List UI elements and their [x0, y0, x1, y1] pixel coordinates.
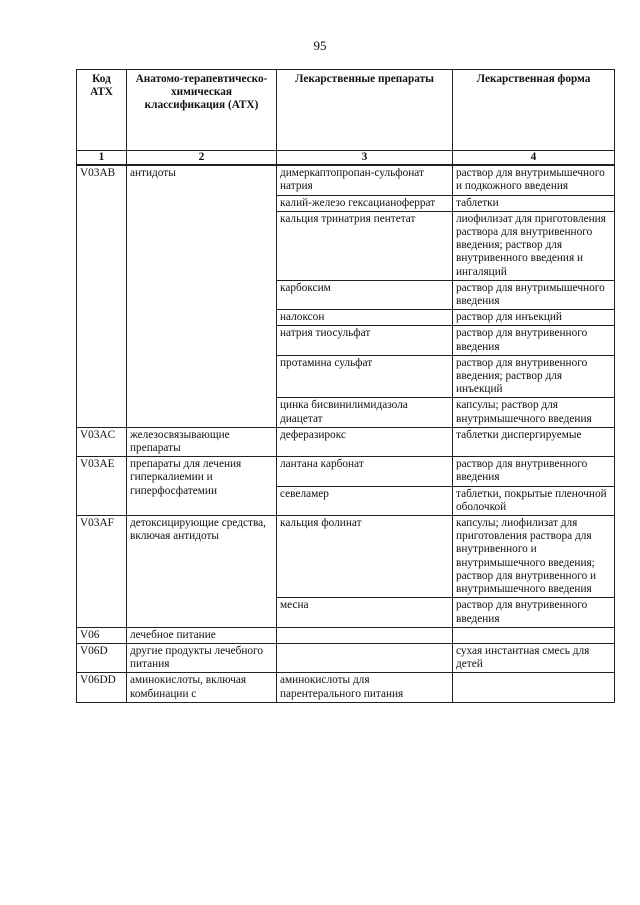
drug-name: кальция фолинат — [277, 516, 453, 598]
drug-name: лантана карбонат — [277, 457, 453, 486]
table-row — [77, 516, 615, 598]
dosage-form: раствор для внутривенного введения — [453, 598, 615, 627]
dosage-form: капсулы; раствор для внутримышечного введения — [453, 398, 615, 427]
atx-code: V03AE — [77, 457, 127, 516]
header-form: Лекарственная форма — [453, 70, 615, 151]
atx-code: V06DD — [77, 673, 127, 702]
atx-group-name: железосвязывающие препараты — [127, 427, 277, 456]
column-number: 4 — [453, 151, 615, 166]
dosage-form: сухая инстантная смесь для детей — [453, 643, 615, 672]
column-number: 1 — [77, 151, 127, 166]
table-row — [77, 643, 615, 672]
drug-name: налоксон — [277, 310, 453, 326]
table-row — [77, 673, 615, 702]
dosage-form — [453, 627, 615, 643]
atx-code: V03AB — [77, 165, 127, 427]
dosage-form — [453, 673, 615, 702]
dosage-form: раствор для внутривенного введения; раствор для инъекций — [453, 355, 615, 398]
header-code: Код АТХ — [77, 70, 127, 151]
drug-name: цинка бисвинилимидазола диацетат — [277, 398, 453, 427]
column-number-row — [77, 151, 615, 166]
atx-group-name: препараты для лечения гиперкалиемии и гиперфосфатемии — [127, 457, 277, 516]
dosage-form: раствор для инъекций — [453, 310, 615, 326]
dosage-form: таблетки, покрытые пленочной оболочкой — [453, 486, 615, 515]
column-number: 3 — [277, 151, 453, 166]
drug-name: месна — [277, 598, 453, 627]
drug-name: протамина сульфат — [277, 355, 453, 398]
atx-table — [76, 69, 615, 703]
column-number: 2 — [127, 151, 277, 166]
dosage-form: капсулы; лиофилизат для приготовления раствора для внутривенного и внутримышечного введения; раствор для внутривенного и внутримышечного введения — [453, 516, 615, 598]
dosage-form: раствор для внутривенного введения — [453, 457, 615, 486]
table-row — [77, 457, 615, 486]
drug-name: аминокислоты для парентерального питания — [277, 673, 453, 702]
table-body — [77, 165, 615, 702]
dosage-form: раствор для внутривенного введения — [453, 326, 615, 355]
atx-code: V03AC — [77, 427, 127, 456]
drug-name: кальция тринатрия пентетат — [277, 211, 453, 280]
drug-name — [277, 643, 453, 672]
dosage-form: раствор для внутримышечного и подкожного введения — [453, 165, 615, 195]
atx-group-name: лечебное питание — [127, 627, 277, 643]
table-header-row — [77, 70, 615, 151]
drug-name: натрия тиосульфат — [277, 326, 453, 355]
dosage-form: раствор для внутримышечного введения — [453, 280, 615, 309]
dosage-form: лиофилизат для приготовления раствора для внутривенного введения; раствор для внутривенного введения и ингаляций — [453, 211, 615, 280]
drug-name: деферазирокс — [277, 427, 453, 456]
atx-code: V06D — [77, 643, 127, 672]
atx-group-name: аминокислоты, включая комбинации с — [127, 673, 277, 702]
atx-code: V06 — [77, 627, 127, 643]
dosage-form: таблетки — [453, 195, 615, 211]
dosage-form: таблетки диспергируемые — [453, 427, 615, 456]
atx-group-name: детоксицирующие средства, включая антидоты — [127, 516, 277, 628]
drug-name: карбоксим — [277, 280, 453, 309]
table-row — [77, 427, 615, 456]
drug-name — [277, 627, 453, 643]
header-drugs: Лекарственные препараты — [277, 70, 453, 151]
atx-code: V03AF — [77, 516, 127, 628]
table-row — [77, 165, 615, 195]
atx-group-name: антидоты — [127, 165, 277, 427]
atx-group-name: другие продукты лечебного питания — [127, 643, 277, 672]
drug-name: димеркаптопропан-сульфонат натрия — [277, 165, 453, 195]
page-number: 95 — [313, 38, 327, 53]
drug-name: калий-железо гексацианоферрат — [277, 195, 453, 211]
table-row — [77, 627, 615, 643]
drug-name: севеламер — [277, 486, 453, 515]
header-classification: Анатомо-терапевтическо-химическая классификация (АТХ) — [127, 70, 277, 151]
